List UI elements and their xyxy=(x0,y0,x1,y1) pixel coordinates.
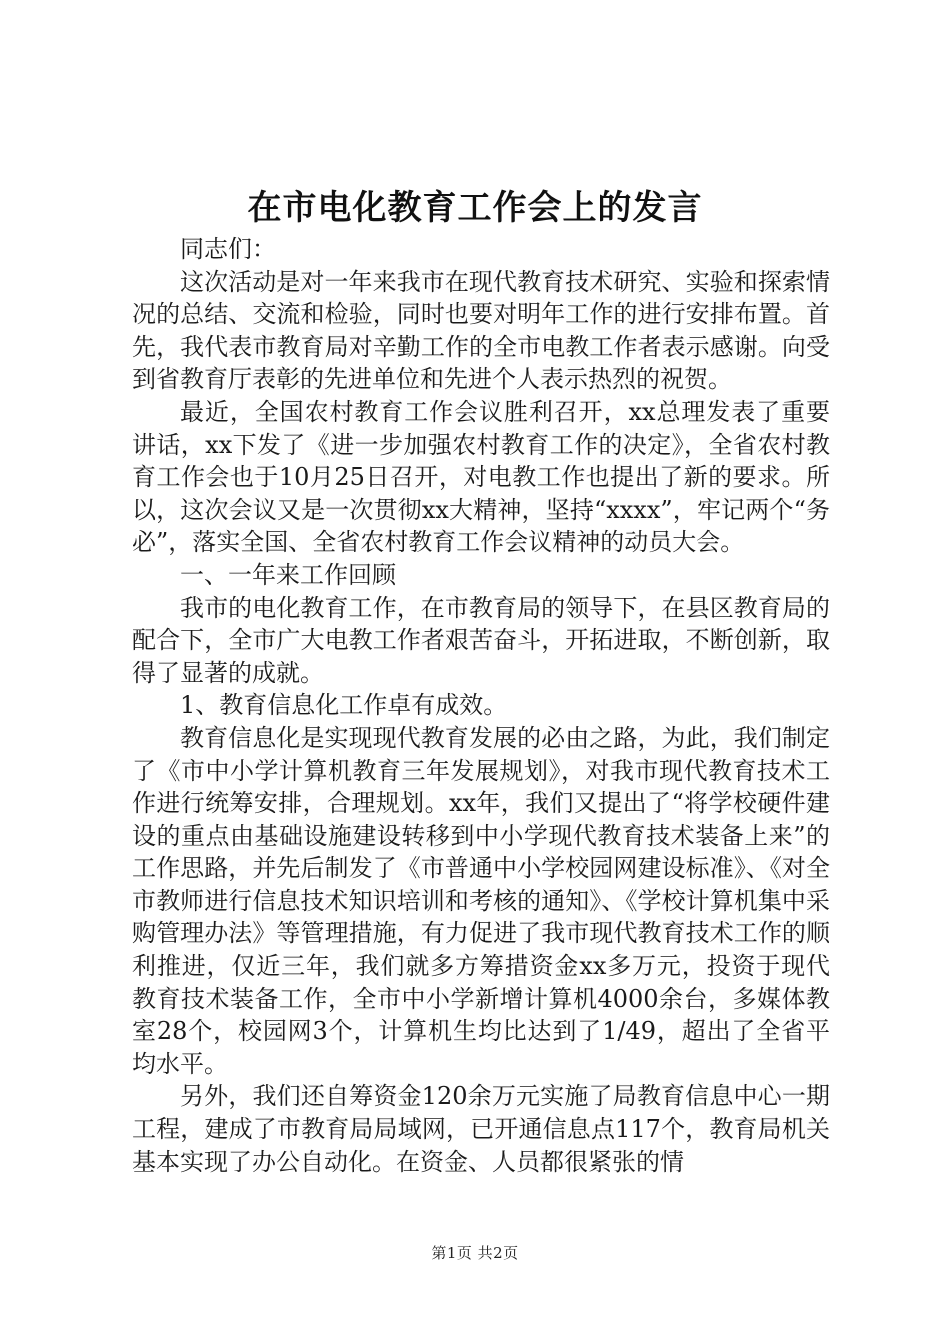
document-body xyxy=(132,233,830,1178)
subsection-heading-informatization: 1、教育信息化工作卓有成效。 xyxy=(180,691,508,720)
paragraph-intro: 这次活动是对一年来我市在现代教育技术研究、实验和探索情况的总结、交流和检验，同时也要对明年工作的进行安排布置。首先，我代表市教育局对辛勤工作的全市电教工作者表示感谢。向受到省教育厅表彰的先进单位和先进个人表示热烈的祝贺。 xyxy=(132,267,830,394)
paragraph-info-center: 另外，我们还自筹资金120余万元实施了局教育信息中心一期工程，建成了市教育局局域网，已开通信息点117个，教育局机关基本实现了办公自动化。在资金、人员都很紧张的情 xyxy=(132,1082,830,1176)
paragraph-salutation: 同志们： xyxy=(180,235,276,263)
section-heading-review: 一、一年来工作回顾 xyxy=(180,560,396,589)
document-title: 在市电化教育工作会上的发言 xyxy=(247,188,703,228)
paragraph-informatization: 教育信息化是实现现代教育发展的必由之路，为此，我们制定了《市中小学计算机教育三年发展规划》，对我市现代教育技术工作进行统筹安排，合理规划。xx年，我们又提出了“将学校硬件建设的重点由基础设施建设转移到中小学现代教育技术装备上来”的工作思路，并先后制发了《市普通中小学校园网建设标准》、《对全市教师进行信息技术知识培训和考核的通知》、《学校计算机集中采购管理办法》等管理措施，有力促进了我市现代教育技术工作的顺利推进，仅近三年，我们就多方筹措资金xx多万元，投资于现代教育技术装备工作，全市中小学新增计算机4000余台，多媒体教室28个，校园网3个，计算机生均比达到了1/49，超出了全省平均水平。 xyxy=(132,723,830,1078)
page-number-footer: 第1页 共2页 xyxy=(431,1244,519,1262)
paragraph-achievements: 我市的电化教育工作，在市教育局的领导下，在县区教育局的配合下，全市广大电教工作者艰苦奋斗，开拓进取，不断创新，取得了显著的成就。 xyxy=(132,593,830,687)
paragraph-recent-meeting: 最近，全国农村教育工作会议胜利召开，xx总理发表了重要讲话，xx下发了《进一步加强农村教育工作的决定》，全省农村教育工作会也于10月25日召开，对电教工作也提出了新的要求。所以，这次会议又是一次贯彻xx大精神，坚持“xxxx”，牢记两个“务必”，落实全国、全省农村教育工作会议精神的动员大会。 xyxy=(132,397,830,557)
